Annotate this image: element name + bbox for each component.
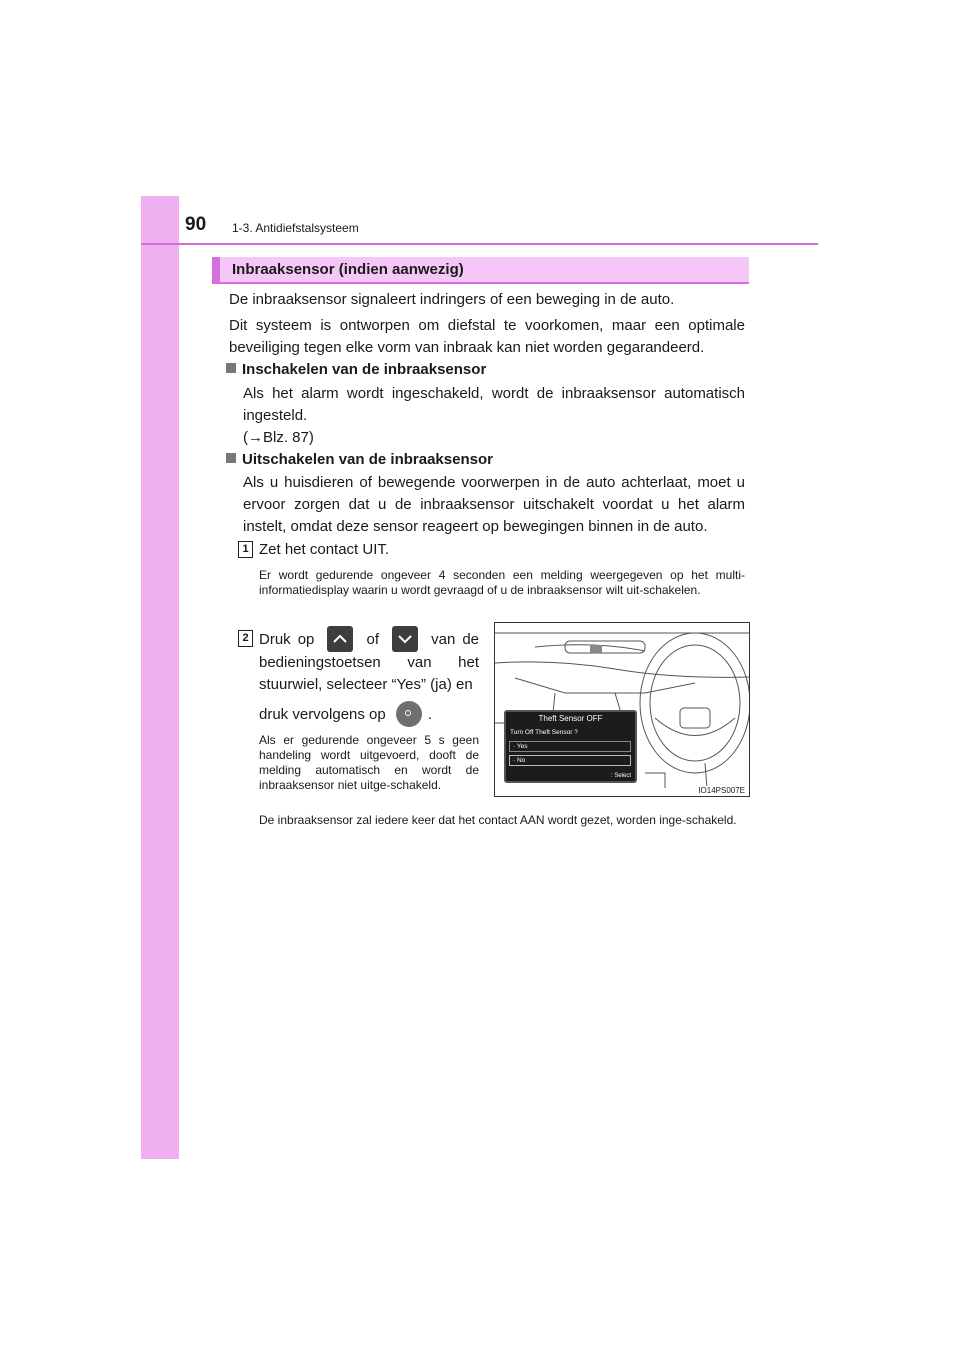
enable-text: Als het alarm wordt ingeschakeld, wordt de inbraaksensor automatisch ingesteld.: [243, 385, 745, 424]
display-option-yes: · Yes: [509, 741, 631, 752]
bullet-square-icon: [226, 453, 236, 463]
box-underline: [212, 282, 749, 284]
step-number-2: 2: [238, 630, 253, 647]
step-2-note: Als er gedurende ongeveer 5 s geen handeling wordt uitgevoerd, dooft de melding automatisch en wordt de inbraaksensor niet uitge-schakeld.: [259, 733, 479, 792]
step-2-text: Druk op of van de bedieningstoetsen van het stuurwiel, selecteer “Yes” (ja) en druk vervolgens op .: [259, 626, 479, 727]
multi-info-display: [504, 710, 637, 783]
intro-paragraph-2: Dit systeem is ontworpen om diefstal te voorkomen, maar een optimale beveiliging tegen elke vorm van inbraak kan niet worden gegarandeerd.: [229, 317, 745, 356]
disable-text: Als u huisdieren of bewegende voorwerpen in de auto achterlaat, moet u ervoor zorgen dat u de inbraaksensor uitschakelt voordat u het alarm instelt, omdat deze sensor reageert op bewegingen binnen in de auto.: [243, 474, 745, 535]
intro-paragraph-1: De inbraaksensor signaleert indringers of een beweging in de auto.: [229, 291, 675, 308]
header-rule: [141, 243, 818, 245]
side-tab-band: [141, 196, 179, 1159]
step-number-1: 1: [238, 541, 253, 558]
down-arrow-button-icon: [392, 626, 418, 652]
display-select-hint: : Select: [610, 773, 631, 779]
figure-code: IO14PS007E: [698, 786, 745, 795]
up-arrow-button-icon: [327, 626, 353, 652]
ok-button-icon: [396, 701, 422, 727]
display-title: Theft Sensor OFF: [538, 714, 603, 723]
section-title: 1-3. Antidiefstalsysteem: [232, 221, 359, 235]
display-option-no: · No: [509, 755, 631, 766]
enable-reference: (→Blz. 87): [243, 429, 314, 446]
section-box-header: [212, 257, 749, 282]
step-1-note: Er wordt gedurende ongeveer 4 seconden een melding weergegeven op het multi-informatiedisplay waarin u wordt gevraagd of u de inbraaksensor wilt uit-schakelen.: [259, 568, 745, 597]
section-box-title: Inbraaksensor (indien aanwezig): [232, 261, 464, 278]
bullet-square-icon: [226, 363, 236, 373]
page-number: 90: [185, 214, 207, 235]
step-1-text: Zet het contact UIT.: [259, 541, 390, 558]
enable-heading: Inschakelen van de inbraaksensor: [226, 359, 486, 381]
disable-heading: Uitschakelen van de inbraaksensor: [226, 449, 493, 471]
footer-note: De inbraaksensor zal iedere keer dat het contact AAN wordt gezet, worden inge-schakeld.: [259, 813, 737, 827]
display-question: Turn Off Theft Sensor ?: [510, 729, 578, 736]
dashboard-illustration: [494, 622, 750, 797]
